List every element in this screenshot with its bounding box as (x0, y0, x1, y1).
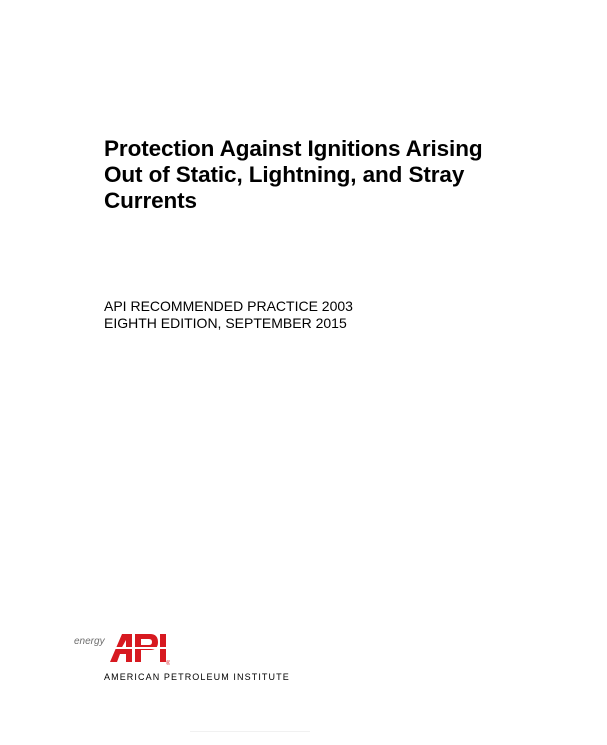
footer-divider (190, 731, 310, 732)
logo-registered-mark: ® (166, 661, 170, 666)
document-meta (104, 298, 353, 331)
title-line-3: Currents (104, 188, 197, 213)
logo-stripe-shape (108, 647, 168, 649)
logo-tagline: energy (74, 636, 105, 647)
publisher-name: AMERICAN PETROLEUM INSTITUTE (104, 672, 290, 682)
title-line-1: Protection Against Ignitions Arising (104, 136, 483, 161)
document-designation: API RECOMMENDED PRACTICE 2003 (104, 298, 353, 314)
document-title (104, 136, 544, 214)
api-logo (74, 626, 184, 670)
title-line-2: Out of Static, Lightning, and Stray (104, 162, 465, 187)
api-logo-mark-icon (108, 630, 170, 666)
document-edition: EIGHTH EDITION, SEPTEMBER 2015 (104, 314, 347, 331)
